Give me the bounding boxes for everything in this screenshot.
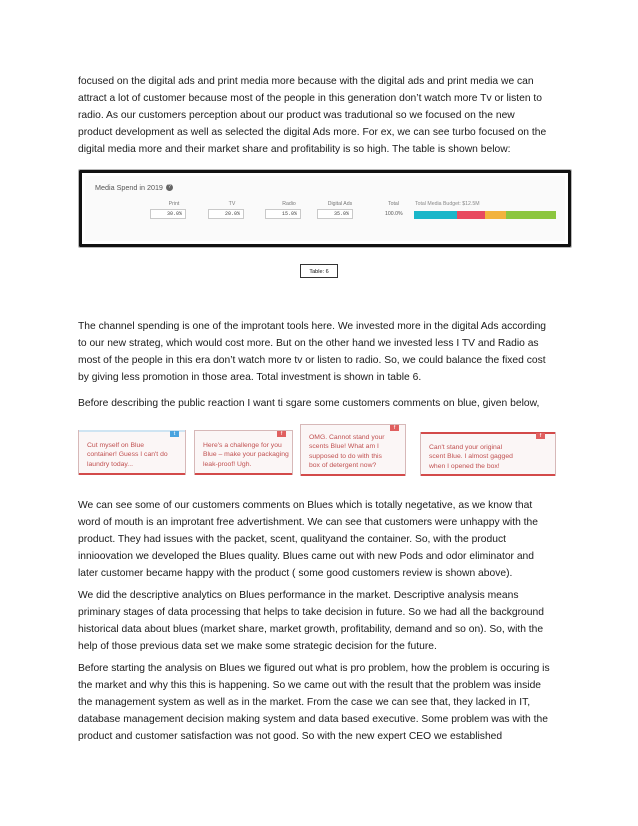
comment-card [300, 424, 406, 476]
paragraph-customer-comments [78, 497, 570, 582]
card-bottom-stripe [421, 474, 555, 476]
twitter-icon: t [170, 431, 179, 437]
radio-input[interactable]: 15.0% [265, 209, 301, 219]
comment-line: laundry today... [87, 460, 133, 468]
card-bottom-stripe [79, 473, 185, 475]
tv-input[interactable]: 20.0% [208, 209, 244, 219]
facebook-icon: f [390, 425, 399, 431]
comment-line: supposed to do with this [309, 452, 382, 460]
text-line: Before starting the analysis on Blues we figured out what is pro problem, how the problem is occuring is [78, 663, 550, 674]
comment-line: when I opened the box! [429, 462, 500, 470]
paragraph-descriptive-analytics [78, 587, 570, 655]
text-line: focused on the digital ads and print media more because with the digital ads and print media we can [78, 76, 534, 87]
comment-text [87, 441, 179, 469]
text-line: help of those previous data set we make some strategic decision for the future. [78, 641, 437, 652]
card-bottom-stripe [195, 473, 292, 475]
print-label: Print [168, 201, 180, 207]
text-line: product and customer satisfaction was not good. So with the new expert CEO we established [78, 731, 503, 742]
comment-line: Can't stand your original [429, 444, 503, 451]
comment-line: Blue – make your packaging [203, 451, 289, 459]
info-icon[interactable]: ? [166, 184, 173, 191]
text-line: later customer became happy with the product ( some good customers review is shown above). [78, 568, 513, 579]
comment-line: leak-proof! Ugh. [203, 460, 252, 468]
budget-bar [414, 211, 556, 219]
text-line: attract a lot of customer because most of the people in this generation don’t watch more Tv or listen to [78, 93, 542, 104]
text-line: database management decision making system and data based executive. Some problem was with the [78, 714, 548, 725]
text-line: We can see some of our customers comments on Blues which is totally negetative, as we know that [78, 500, 533, 511]
text-line: by giving less promotion in those area. Total investment is shown in table 6. [78, 372, 422, 383]
total-label: Total [388, 201, 399, 207]
text-line: the management system as well as in the market. From the case we can see that, they lacked in IT, [78, 697, 531, 708]
text-line: product. They had issues with the packet, scent, qualityand the container. So, with the product [78, 534, 506, 545]
comment-line: box of detergent now? [309, 462, 377, 470]
paragraph-intro [78, 73, 570, 158]
media-spend-title [95, 183, 173, 192]
text-line: innioovation we developed the Blues quality. Blues came out with new Pods and odor eliminator and [78, 551, 535, 562]
digital-ads-label: Digital Ads [327, 201, 353, 207]
print-input[interactable]: 30.0% [150, 209, 186, 219]
total-value: 100.0% [385, 211, 403, 217]
media-spend-figure [78, 169, 572, 248]
card-top-stripe [421, 432, 555, 434]
comment-line: container! Guess I can't do [87, 451, 168, 459]
budget-bar-segment-tv [457, 211, 485, 219]
tv-label: TV [228, 201, 236, 207]
text-line: product development as well as selected the digital Ads more. For ex, we can see turbo focused on the [78, 127, 547, 138]
comment-text [203, 441, 289, 469]
facebook-icon: f [277, 431, 286, 437]
text-line: digital media more and their market share and profitability is so high. The table is shown below: [78, 144, 511, 155]
media-spend-panel [85, 176, 565, 241]
paragraph-problem-analysis [78, 660, 570, 745]
media-spend-title-text: Media Spend in 2019 [95, 183, 163, 192]
card-bottom-stripe [301, 474, 405, 476]
text-line: The channel spending is one of the improtant tools here. We invested more in the digital Ads according [78, 321, 547, 332]
text-line: We did the descriptive analytics on Blues performance in the market. Descriptive analysis means [78, 590, 519, 601]
text-line: radio. As our customers perception about our product was tradutional so we focused on the new [78, 110, 515, 121]
comment-line: scents Blue! What am I [309, 443, 379, 451]
comment-text [429, 443, 549, 471]
comment-text [309, 433, 399, 471]
text-line: the market and why this this is happening. So we came out with the result that the problem was inside [78, 680, 542, 691]
comment-line: scent Blue. I almost gagged [429, 453, 513, 461]
paragraph-public-reaction [78, 395, 570, 412]
comment-card [78, 430, 186, 475]
comment-line: OMG. Cannot stand your [309, 434, 385, 441]
comment-card [194, 430, 293, 475]
text-line: word of mouth is an improtant free advertishment. We can see that customers were unhappy with the [78, 517, 538, 528]
budget-bar-segment-radio [485, 211, 506, 219]
budget-bar-segment-print [414, 211, 457, 219]
text-line: most of the people in this era don’t watch more tv or listen to radio. So, we could balance the fixed cost [78, 355, 546, 366]
budget-bar-segment-digital-ads [506, 211, 556, 219]
text-line: priminary stages of data processing that helps to take decision in future. So we had all the background [78, 607, 544, 618]
radio-label: Radio [282, 201, 296, 207]
paragraph-channel-spending [78, 318, 570, 386]
text-line: historical data about blues (market share, market growth, profitability, demand and so on). So, with the [78, 624, 544, 635]
budget-label: Total Media Budget: $12.5M [415, 201, 480, 207]
text-line: to our new strateg, which would cost more. But on the other hand we invested less I TV and Radio as [78, 338, 539, 349]
comment-card [420, 432, 556, 476]
table-caption: Table: 6 [300, 264, 338, 278]
text-line: Before describing the public reaction I want ti sgare some customers comments on blue, given below, [78, 398, 540, 409]
comment-line: Cut myself on Blue [87, 442, 145, 449]
digital-ads-input[interactable]: 35.0% [317, 209, 353, 219]
facebook-icon: f [536, 433, 545, 439]
comment-line: Here's a challenge for you [203, 442, 282, 449]
